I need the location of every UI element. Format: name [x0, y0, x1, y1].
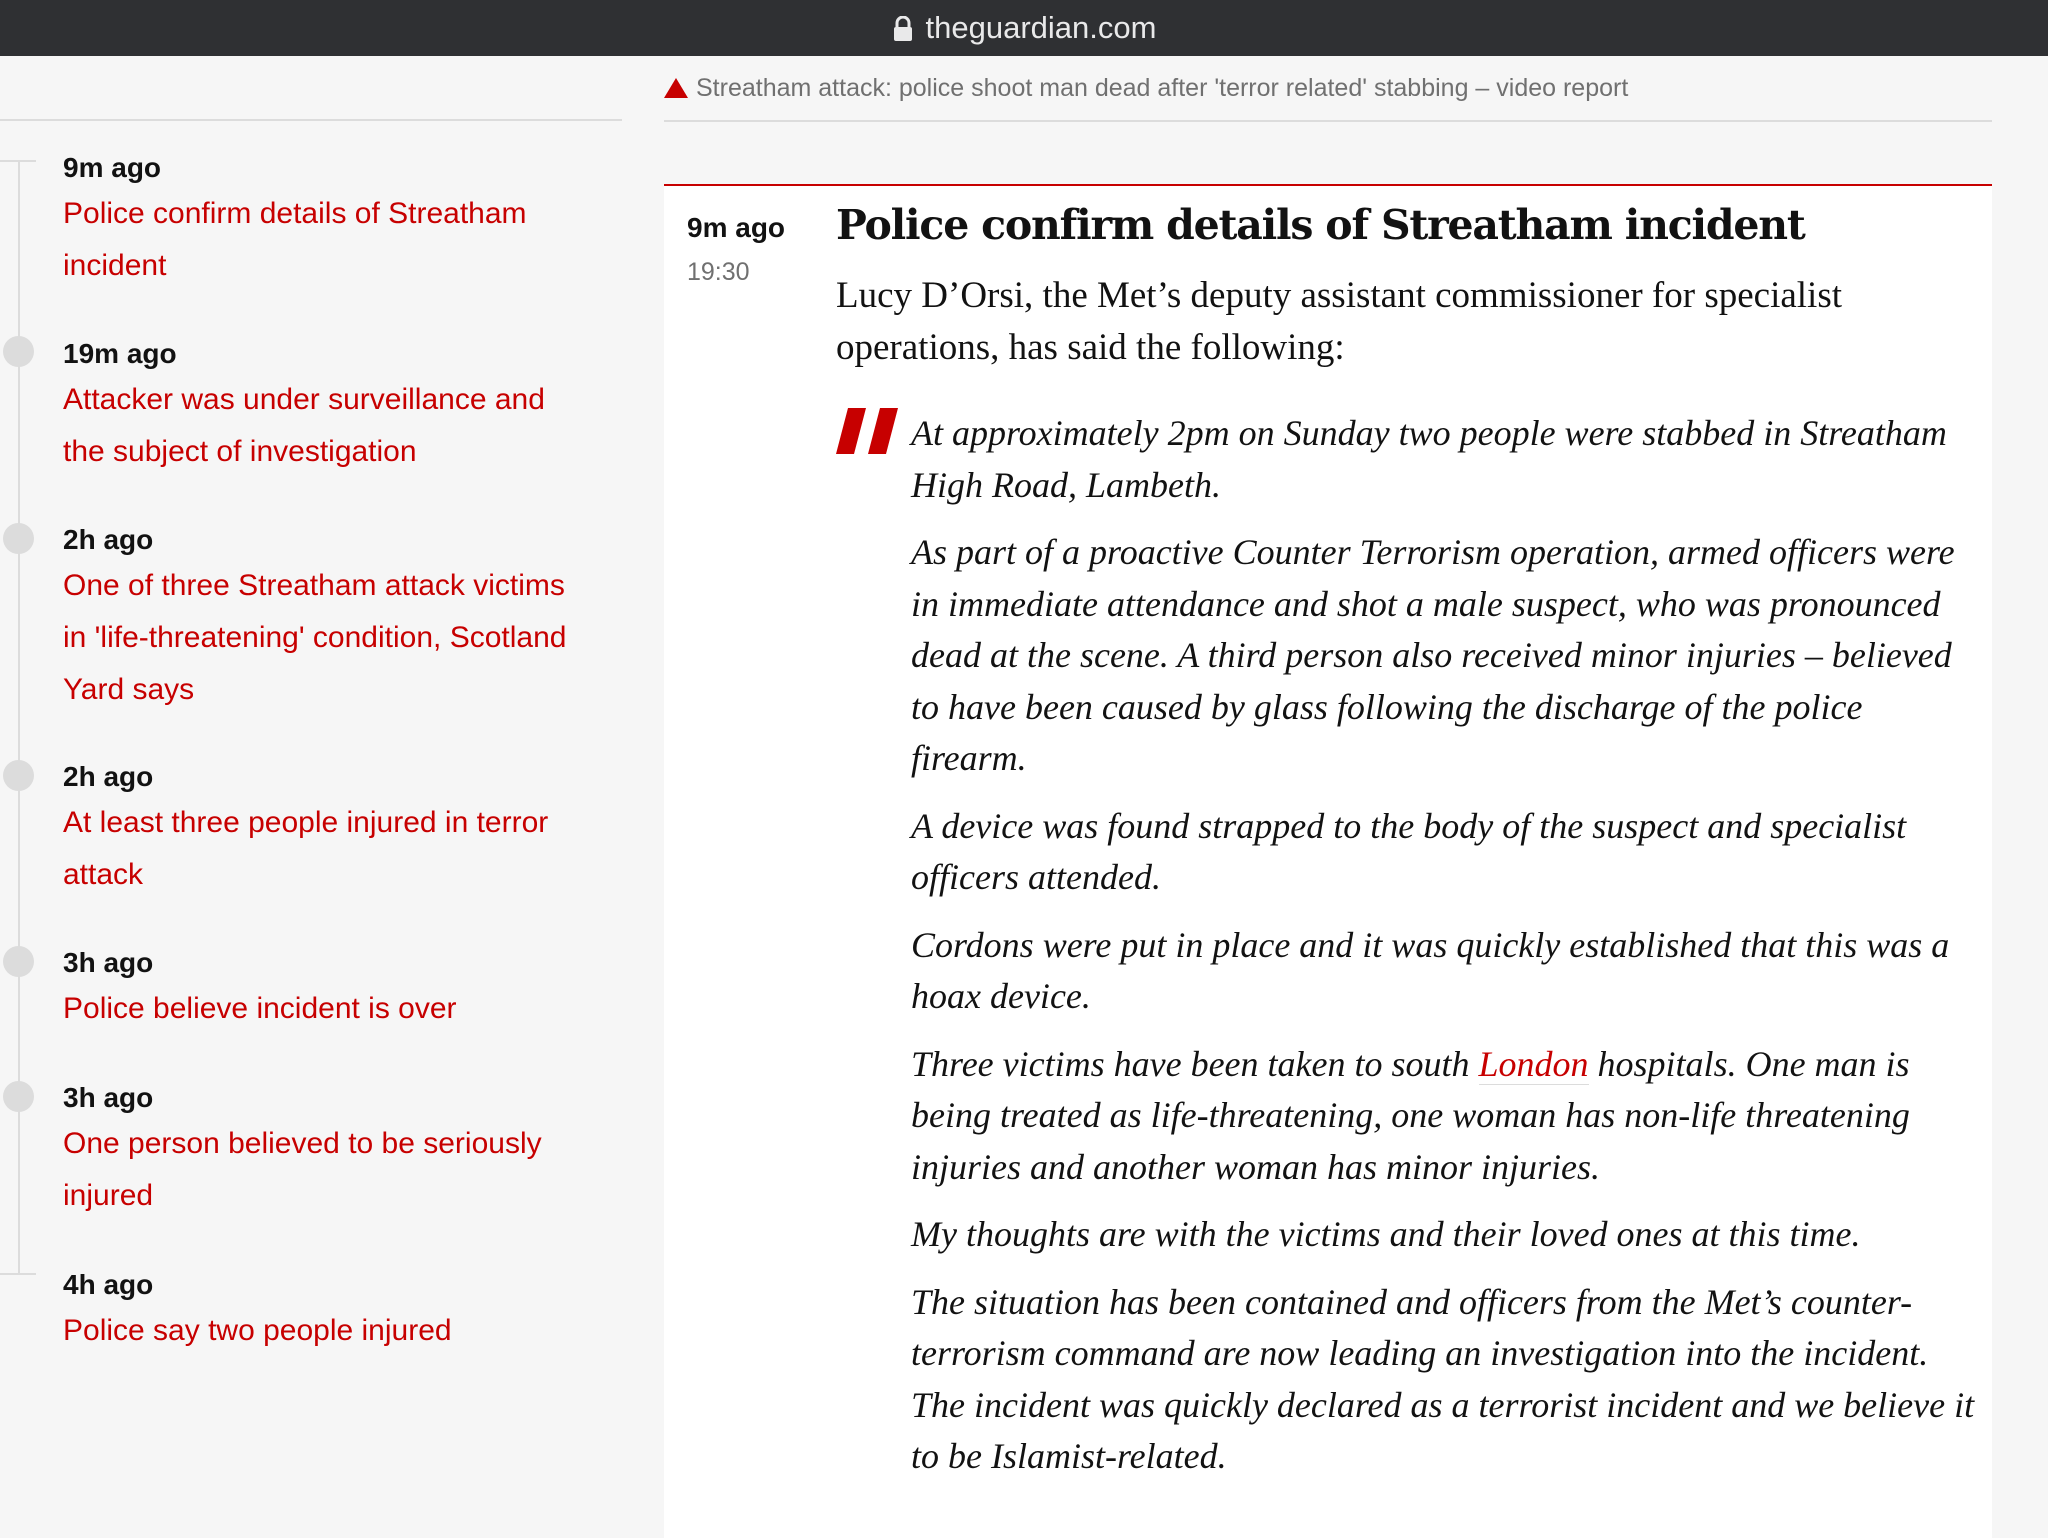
sidebar-divider: [0, 119, 622, 121]
quote-text: Three victims have been taken to south: [911, 1043, 1479, 1084]
key-event-link[interactable]: One person believed to be seriously injured: [63, 1127, 542, 1212]
quote-paragraph: Cordons were put in place and it was quickly established that this was a hoax device.: [911, 924, 1950, 1016]
key-event-item[interactable]: [63, 943, 583, 1035]
london-link[interactable]: London: [1478, 1043, 1589, 1084]
quote-paragraph: [911, 1039, 1981, 1194]
key-event-time: 2h ago: [63, 524, 154, 555]
url-text: theguardian.com: [925, 10, 1157, 45]
quote-paragraph: As part of a proactive Counter Terrorism operation, armed officers were in immediate attendance and shot a male suspect, who was pronounced dead at the scene. A third person also received minor injuries – believed to have been caused by glass following the discharge of the police firearm.: [911, 532, 1955, 778]
lock-icon: [892, 16, 914, 42]
timeline-end-tick: [0, 1273, 36, 1275]
key-event-time: 2h ago: [63, 761, 154, 792]
quote-paragraph: The situation has been contained and officers from the Met’s counter-terrorism command are now leading an investigation into the incident. The incident was quickly declared as a terrorist incident and we believe it to be Islamist-related.: [911, 1281, 1975, 1476]
video-report-link[interactable]: [664, 70, 1992, 122]
key-event-item[interactable]: [63, 148, 583, 292]
blockquote: [911, 408, 1981, 1499]
quote-paragraph: At approximately 2pm on Sunday two people were stabbed in Streatham High Road, Lambeth.: [911, 413, 1947, 505]
key-event-link[interactable]: Police confirm details of Streatham incident: [63, 197, 527, 282]
key-event-link[interactable]: At least three people injured in terror attack: [63, 806, 549, 891]
timeline-dot: [3, 946, 34, 977]
quote-text: hospitals. One man is being treated as life-threatening, one woman has non-life threatening injuries and another woman has minor injuries.: [911, 1043, 1910, 1187]
timeline-dot: [3, 1081, 34, 1112]
key-event-link[interactable]: Police believe incident is over: [63, 992, 457, 1025]
timeline-dot: [3, 336, 34, 367]
quote-paragraph: My thoughts are with the victims and their loved ones at this time.: [911, 1214, 1861, 1254]
key-event-time: 4h ago: [63, 1269, 154, 1300]
key-event-time: 19m ago: [63, 338, 177, 369]
timeline-dot: [3, 523, 34, 554]
post-timestamp: [687, 208, 785, 287]
quote-paragraph: A device was found strapped to the body of the suspect and specialist officers attended.: [911, 805, 1907, 897]
key-event-time: 9m ago: [63, 152, 162, 183]
key-event-link[interactable]: Police say two people injured: [63, 1314, 452, 1347]
timeline-dot: [3, 760, 34, 791]
quote-mark-icon: [836, 406, 898, 456]
post-headline: Police confirm details of Streatham incident: [836, 201, 1805, 249]
key-event-link[interactable]: Attacker was under surveillance and the subject of investigation: [63, 383, 545, 468]
post-intro: Lucy D’Orsi, the Met’s deputy assistant commissioner for specialist operations, has said the following:: [836, 275, 1843, 368]
key-event-time: 3h ago: [63, 1082, 154, 1113]
post-clock-time: 19:30: [687, 258, 750, 286]
video-report-text[interactable]: Streatham attack: police shoot man dead after 'terror related' stabbing – video report: [696, 74, 1629, 102]
timeline-start-tick: [0, 160, 36, 162]
post-relative-time[interactable]: 9m ago: [687, 212, 786, 243]
key-event-item[interactable]: [63, 334, 583, 478]
key-event-item[interactable]: [63, 757, 583, 901]
key-event-item[interactable]: [63, 1078, 583, 1222]
browser-url-bar[interactable]: [0, 0, 2048, 56]
live-blog-post: [664, 184, 1992, 1538]
key-events-sidebar: [0, 56, 622, 1536]
warning-triangle-icon: [664, 78, 688, 98]
key-event-item[interactable]: [63, 1265, 583, 1357]
key-event-link[interactable]: One of three Streatham attack victims in 'life-threatening' condition, Scotland Yard says: [63, 569, 567, 706]
key-event-time: 3h ago: [63, 947, 154, 978]
key-event-item[interactable]: [63, 520, 583, 716]
